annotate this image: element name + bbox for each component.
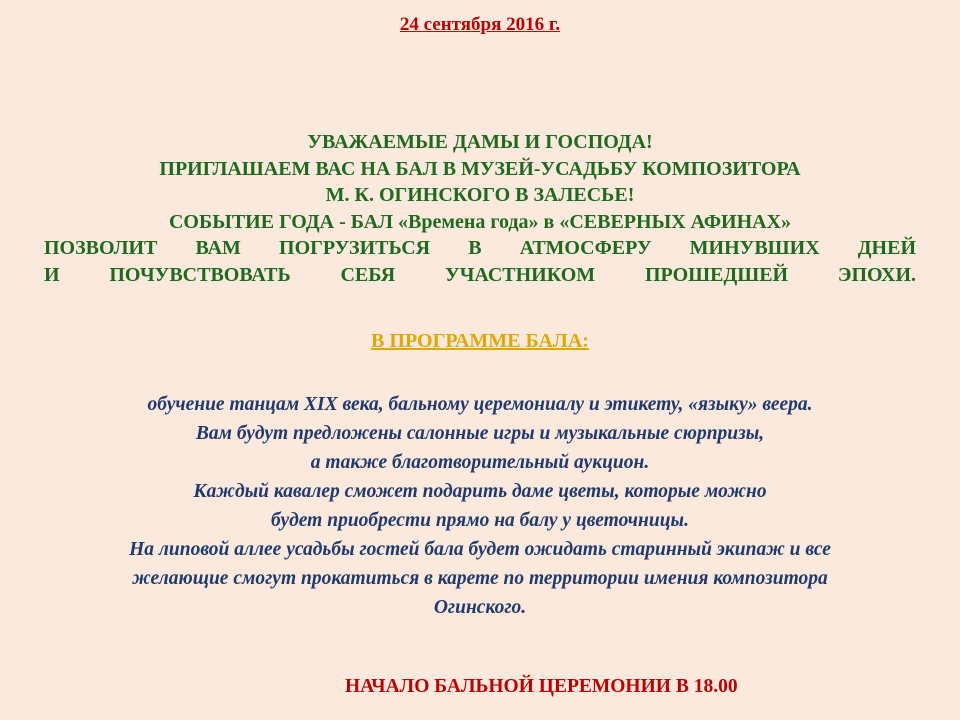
program-line: а также благотворительный аукцион. — [310, 452, 650, 473]
program-line: обучение танцам XIX века, бальному церемониалу и этикету, «языку» веера. — [147, 394, 813, 415]
greeting-line: УВАЖАЕМЫЕ ДАМЫ И ГОСПОДА! — [307, 131, 653, 153]
invitation-line: ПОЗВОЛИТ ВАМ ПОГРУЗИТЬСЯ В АТМОСФЕРУ МИНУВШИХ ДНЕЙ — [44, 237, 916, 259]
program-description — [0, 390, 960, 622]
invitation-line: ПРИГЛАШАЕМ ВАС НА БАЛ В МУЗЕЙ-УСАДЬБУ КОМПОЗИТОРА — [159, 157, 801, 180]
invitation-text — [44, 129, 916, 288]
invitation-line: М. К. ОГИНСКОГО В ЗАЛЕСЬЕ! — [325, 184, 635, 206]
program-line: Вам будут предложены салонные игры и музыкальные сюрпризы, — [195, 423, 765, 444]
invitation-line: И ПОЧУВСТВОВАТЬ СЕБЯ УЧАСТНИКОМ ПРОШЕДШЕЙ ЭПОХИ. — [44, 263, 916, 286]
program-line: будет приобрести прямо на балу у цветочницы. — [271, 510, 689, 531]
invitation-line: СОБЫТИЕ ГОДА - БАЛ «Времена года» в «СЕВЕРНЫХ АФИНАХ» — [168, 210, 792, 233]
program-line: Огинского. — [433, 597, 527, 618]
program-line: желающие смогут прокатиться в карете по территории имения композитора — [132, 568, 828, 589]
program-heading: В ПРОГРАММЕ БАЛА: — [371, 330, 589, 352]
event-date: 24 сентября 2016 г. — [399, 14, 561, 35]
start-time: НАЧАЛО БАЛЬНОЙ ЦЕРЕМОНИИ В 18.00 — [345, 676, 738, 697]
program-line: Каждый кавалер сможет подарить даме цветы, которые можно — [193, 481, 767, 502]
program-line: На липовой аллее усадьбы гостей бала будет ожидать старинный экипаж и все — [129, 539, 831, 560]
